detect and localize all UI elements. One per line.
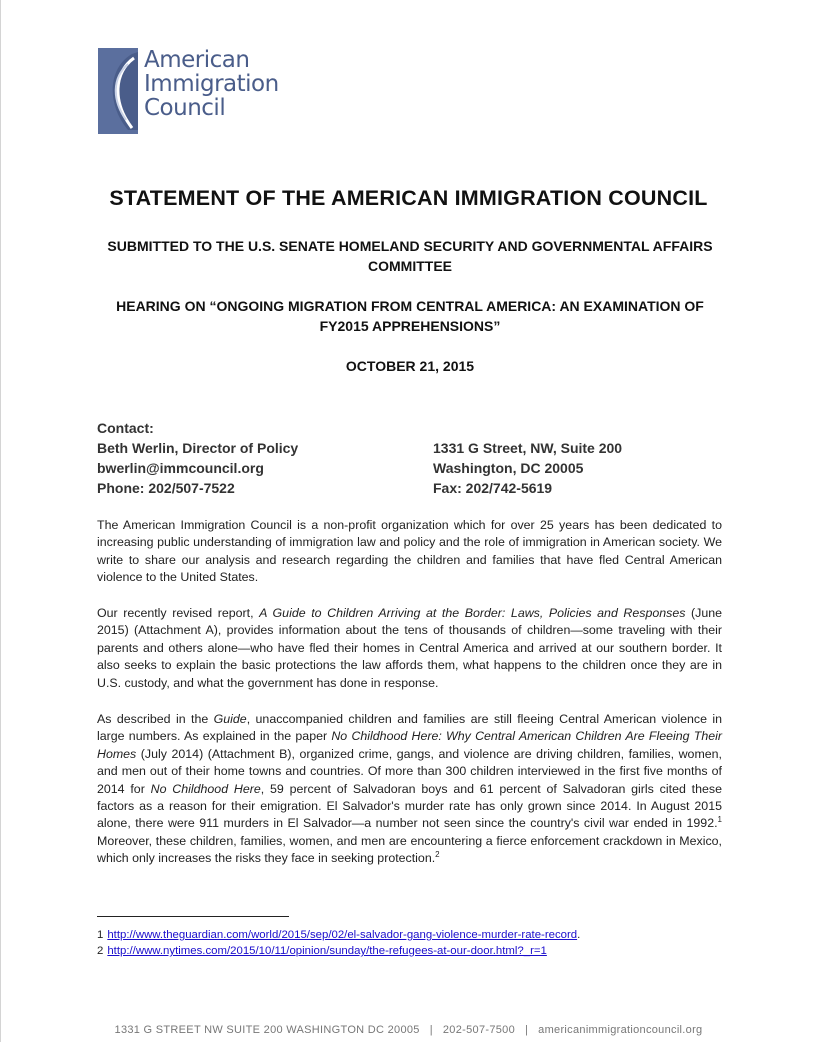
body-paragraph-1: The American Immigration Council is a non-profit organization which for over 25 years has been dedicated to increasing public understanding of immigration law and policy and the role of immigration in American society. We write to share our analysis and research regarding the children and families that have fled Central American violence to the United States. [97, 518, 722, 585]
p3-text-e: Moreover, these children, families, women, and men are encountering a fierce enforcement crackdown in Mexico, which only increases the risks they face in seeking protection. [97, 833, 722, 866]
logo-wordmark [144, 48, 279, 120]
hearing-heading: HEARING ON “ONGOING MIGRATION FROM CENTRAL AMERICA: AN EXAMINATION OF FY2015 APPREHENSIONS” [116, 298, 704, 334]
logo-swoosh-icon [98, 48, 138, 134]
body-paragraph-2 [97, 605, 722, 692]
p3-text-c: (July 2014) (Attachment B), organized crime, gangs, and violence are driving children, families, women, and men out of their home towns and countries. Of more than 300 children interviewed in the first five months of 2014 for [97, 746, 722, 796]
body-paragraph-3 [97, 711, 722, 868]
contact-address-line-1: 1331 G Street, NW, Suite 200 [433, 440, 623, 456]
footnote-link[interactable]: http://www.theguardian.com/world/2015/sep/02/el-salvador-gang-violence-murder-rate-record [107, 929, 578, 941]
footer-phone: 202-507-7500 [442, 1024, 515, 1036]
footnote-link[interactable]: http://www.nytimes.com/2015/10/11/opinion/sunday/the-refugees-at-our-door.html?_r=1 [107, 945, 547, 957]
paper-short-title: No Childhood Here [150, 781, 261, 796]
organization-logo [98, 48, 279, 134]
p3-text-a: As described in the [97, 712, 214, 726]
document-title: STATEMENT OF THE AMERICAN IMMIGRATION COUNCIL [109, 186, 708, 210]
footnote-2 [97, 943, 547, 959]
footnote-1 [97, 927, 580, 943]
footnote-number: 2 [97, 945, 104, 957]
p2-text-a: Our recently revised report, [97, 606, 260, 620]
submitted-to-heading: SUBMITTED TO THE U.S. SENATE HOMELAND SECURITY AND GOVERNMENTAL AFFAIRS COMMITTEE [107, 238, 713, 274]
page-edge [0, 0, 1, 1042]
contact-name: Beth Werlin, Director of Policy [97, 440, 299, 456]
p3-text-b: , unaccompanied children and families are still fleeing Central American violence in large numbers. As explained in the paper [97, 712, 723, 744]
footer-separator: | [429, 1024, 433, 1036]
footer-address: 1331 G STREET NW SUITE 200 WASHINGTON DC 20005 [114, 1024, 420, 1036]
p3-text-d: , 59 percent of Salvadoran boys and 61 percent of Salvadoran girls cited these factors as a reason for their emigration. El Salvador's murder rate has only grown since 2014. In August 2015 alone, there were 911 murders in El Salvador—a number not seen since the country's civil war ended in 1992. [97, 781, 722, 831]
guide-short-title: Guide [213, 712, 247, 726]
logo-line-2: Immigration [144, 71, 279, 97]
contact-block [97, 418, 737, 498]
footer-separator: | [525, 1024, 529, 1036]
paper-title: No Childhood Here: Why Central American Children Are Fleeing Their Homes [97, 729, 722, 761]
footer-website: americanimmigrationcouncil.org [538, 1024, 703, 1036]
logo-line-1: American [144, 47, 250, 73]
footnote-divider [97, 916, 289, 917]
contact-email: bwerlin@immcouncil.org [97, 460, 264, 476]
contact-heading: Contact: [97, 420, 154, 436]
contact-phone: Phone: 202/507-7522 [97, 480, 235, 496]
guide-title: A Guide to Children Arriving at the Border: Laws, Policies and Responses [259, 606, 686, 620]
page-footer [0, 1024, 817, 1036]
contact-fax: Fax: 202/742-5619 [433, 480, 553, 496]
footnote-trail: . [577, 929, 581, 941]
logo-line-3: Council [144, 95, 226, 121]
p2-text-b: (June 2015) (Attachment A), provides information about the tens of thousands of children—some traveling with their parents and others alone—who have fled their homes in Central America and arrived at our southern border. It also seeks to explain the basic protections the law affords them, what happens to the children once they are in U.S. custody, and what the government has done in response. [97, 606, 723, 690]
footnote-ref-1[interactable]: 1 [717, 815, 722, 825]
date-heading: OCTOBER 21, 2015 [345, 358, 475, 374]
footnote-number: 1 [97, 929, 104, 941]
footnote-ref-2[interactable]: 2 [435, 850, 440, 860]
contact-address-line-2: Washington, DC 20005 [433, 460, 584, 476]
